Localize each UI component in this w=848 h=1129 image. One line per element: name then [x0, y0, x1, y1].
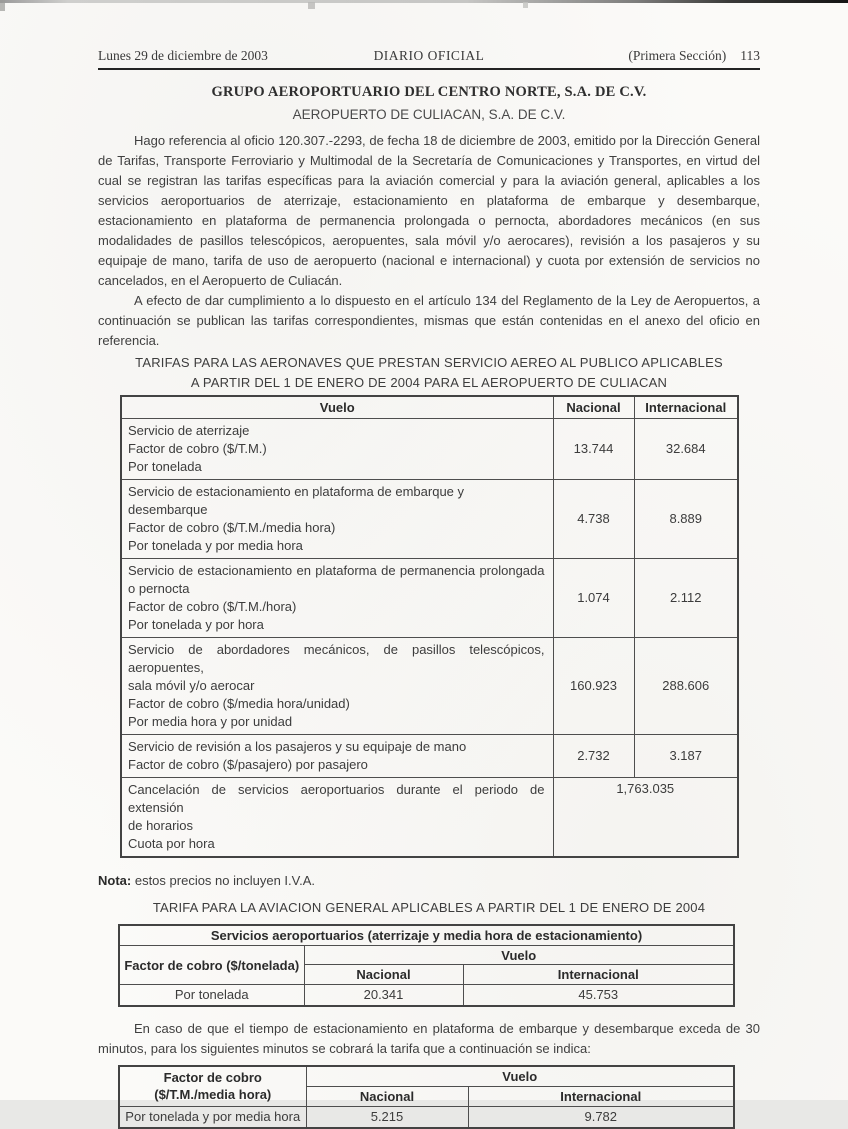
column-header-nacional: Nacional	[306, 1087, 468, 1107]
table-row	[119, 946, 734, 965]
overtime-paragraph: En caso de que el tiempo de estacionamiento en plataforma de embarque y desembarque exceda de 30 minutos, para los siguientes minutos se cobrará la tarifa que a continuación se indica:	[98, 1020, 760, 1056]
nacional-value: 20.341	[304, 985, 463, 1006]
header-date: Lunes 29 de diciembre de 2003	[98, 48, 268, 63]
nacional-value: 160.923	[553, 637, 634, 734]
column-header-internacional: Internacional	[463, 965, 734, 985]
page-header	[98, 0, 760, 64]
table-row	[119, 1066, 734, 1087]
tariff-table-header-row	[121, 396, 738, 418]
tariff-table-title	[98, 353, 760, 393]
general-aviation-table	[118, 924, 735, 1007]
scan-artifact-left-mark	[0, 0, 5, 11]
overtime-table	[118, 1065, 735, 1129]
nacional-value: 13.744	[553, 418, 634, 479]
nacional-value: 5.215	[306, 1107, 468, 1128]
span-header: Servicios aeroportuarios (aterrizaje y media hora de estacionamiento)	[119, 925, 734, 946]
table-row	[121, 637, 738, 734]
compliance-paragraph: A efecto de dar cumplimiento a lo dispuesto en el artículo 134 del Reglamento de la Ley de Aeropuertos, a continuación se publican las tarifas correspondientes, mismas que están contenidas en el anexo del oficio en referencia.	[98, 293, 760, 348]
column-header-internacional: Internacional	[634, 396, 738, 418]
service-description: Servicio de estacionamiento en plataforma de embarque y desembarque Factor de cobro ($/T.M./media hora) Por tonelada y por media hora	[121, 479, 553, 558]
table-row	[121, 734, 738, 777]
table-row	[121, 777, 738, 857]
service-description: Servicio de aterrizaje Factor de cobro ($/T.M.) Por tonelada	[121, 418, 553, 479]
internacional-value: 288.606	[634, 637, 738, 734]
column-header-nacional: Nacional	[304, 965, 463, 985]
internacional-value: 9.782	[468, 1107, 734, 1128]
internacional-value: 45.753	[463, 985, 734, 1006]
column-header-internacional: Internacional	[468, 1087, 734, 1107]
airport-title: AEROPUERTO DE CULIACAN, S.A. DE C.V.	[292, 107, 566, 122]
merged-value: 1,763.035	[553, 777, 738, 857]
header-section-label: (Primera Sección)	[628, 48, 727, 63]
nacional-value: 4.738	[553, 479, 634, 558]
internacional-value: 8.889	[634, 479, 738, 558]
internacional-value: 2.112	[634, 558, 738, 637]
service-description: Cancelación de servicios aeroportuarios durante el periodo de extensión de horarios Cuota por hora	[121, 777, 553, 857]
tariff-table-title-line2: A PARTIR DEL 1 DE ENERO DE 2004 PARA EL AEROPUERTO DE CULIACAN	[190, 375, 668, 390]
nacional-value: 1.074	[553, 558, 634, 637]
nota-text: estos precios no incluyen I.V.A.	[134, 872, 316, 888]
table-row	[121, 418, 738, 479]
intro-paragraph: Hago referencia al oficio 120.307.-2293, de fecha 18 de diciembre de 2003, emitido por la Dirección General de Tarifas, Transporte Ferroviario y Multimodal de la Secretaría de Comunicaciones y Transportes, en virtud del cual se registran las tarifas específicas para la aviación comercial y para la aviación general, aplicables a los servicios aeroportuarios de aterrizaje, estacionamiento en plataforma de embarque y desembarque, estacionamiento en plataforma de permanencia prolongada o pernocta, abordadores mecánicos (en sus modalidades de pasillos telescópicos, aeropuentes, sala móvil y/o aerocares), revisión a los pasajeros y su equipaje de mano, tarifa de uso de aeropuerto (nacional e internacional) y cuota por extensión de servicios no cancelados, en el Aeropuerto de Culiacán.	[98, 133, 760, 288]
service-description: Servicio de abordadores mecánicos, de pasillos telescópicos, aeropuentes, sala móvil y/o aerocar Factor de cobro ($/media hora/unidad) Por media hora y por unidad	[121, 637, 553, 734]
row-label: Por tonelada y por media hora	[119, 1107, 306, 1128]
column-header-nacional: Nacional	[553, 396, 634, 418]
header-rule	[98, 68, 760, 70]
table-row	[119, 925, 734, 946]
table-row	[119, 985, 734, 1006]
factor-header: Factor de cobro ($/T.M./media hora)	[119, 1066, 306, 1107]
company-title: GRUPO AEROPORTUARIO DEL CENTRO NORTE, S.A. DE C.V.	[211, 84, 647, 100]
table-row	[121, 479, 738, 558]
row-label: Por tonelada	[119, 985, 304, 1006]
header-page-number: 113	[740, 48, 760, 63]
column-header-vuelo: Vuelo	[121, 396, 553, 418]
vuelo-header: Vuelo	[306, 1066, 734, 1087]
internacional-value: 3.187	[634, 734, 738, 777]
general-aviation-title: TARIFA PARA LA AVIACION GENERAL APLICABLES A PARTIR DEL 1 DE ENERO DE 2004	[152, 899, 706, 915]
nacional-value: 2.732	[553, 734, 634, 777]
nota-label: Nota:	[98, 872, 132, 888]
tariff-table	[120, 395, 739, 858]
service-description: Servicio de estacionamiento en plataforma de permanencia prolongada o pernocta Factor de cobro ($/T.M./hora) Por tonelada y por hora	[121, 558, 553, 637]
table-row	[119, 1107, 734, 1128]
service-description: Servicio de revisión a los pasajeros y su equipaje de mano Factor de cobro ($/pasajero) por pasajero	[121, 734, 553, 777]
internacional-value: 32.684	[634, 418, 738, 479]
nota	[98, 872, 760, 890]
factor-header: Factor de cobro ($/tonelada)	[119, 946, 304, 985]
vuelo-header: Vuelo	[304, 946, 734, 965]
header-journal-title: DIARIO OFICIAL	[373, 48, 485, 63]
tariff-table-title-line1: TARIFAS PARA LAS AERONAVES QUE PRESTAN SERVICIO AEREO AL PUBLICO APLICABLES	[135, 355, 723, 370]
table-row	[121, 558, 738, 637]
